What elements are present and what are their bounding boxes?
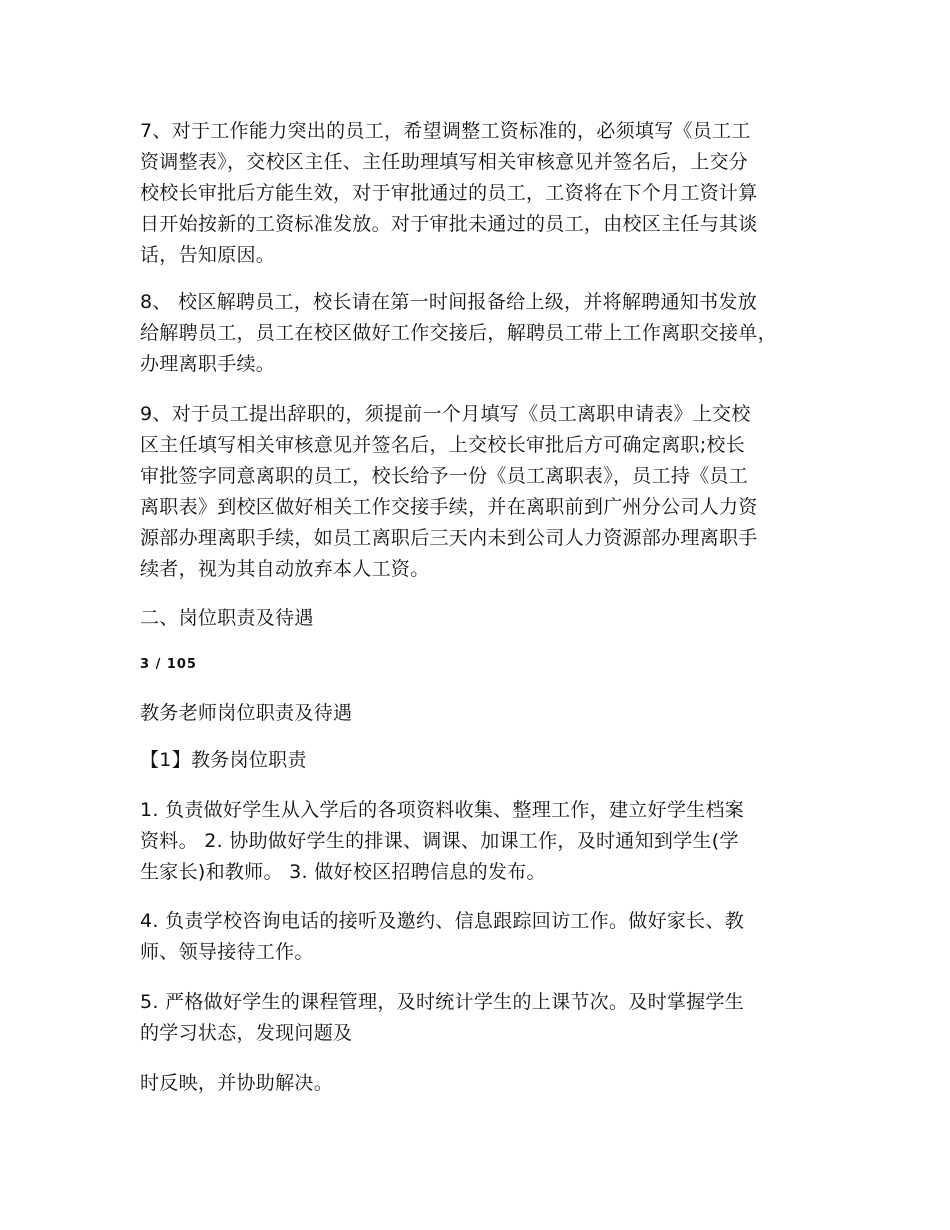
paragraph-item-7 [140,116,830,271]
text-line: 校校长审批后方能生效，对于审批通过的员工，工资将在下个月工资计算 [140,182,758,204]
text-line: 5. 严格做好学生的课程管理，及时统计学生的上课节次。及时掌握学生 [140,991,745,1013]
text-line: 日开始按新的工资标准发放。对于审批未通过的员工，由校区主任与其谈 [140,213,758,235]
text-line: 话，告知原因。 [140,244,276,266]
duty-item-5 [140,987,830,1049]
text-line: 续者，视为其自动放弃本人工资。 [140,558,430,580]
text-line: 资调整表》，交校区主任、主任助理填写相关审核意见并签名后，上交分 [140,151,749,173]
text-line: 【1】教务岗位职责 [140,749,307,771]
text-line: 时反映，并协助解决。 [140,1072,334,1094]
duty-heading [140,745,830,776]
text-line: 7、对于工作能力突出的员工，希望调整工资标准的，必须填写《员工工 [140,120,751,142]
text-line: 资料。 2. 协助做好学生的排课、调课、加课工作，及时通知到学生(学 [140,830,739,852]
text-line: 离职表》到校区做好相关工作交接手续，并在离职前到广州分公司人力资 [140,496,758,518]
text-line: 办理离职手续。 [140,353,276,375]
text-line: 师、领导接待工作。 [140,941,314,963]
duty-item-4 [140,906,830,968]
paragraph-item-9 [140,399,830,585]
text-line: 源部办理离职手续，如员工离职后三天内未到公司人力资源部办理离职手 [140,527,758,549]
text-line: 区主任填写相关审核意见并签名后，上交校长审批后方可确定离职;校长 [140,434,746,456]
text-line: 1. 负责做好学生从入学后的各项资料收集、整理工作，建立好学生档案 [140,799,745,821]
subsection-heading [140,698,830,729]
text-line: 8、 校区解聘员工，校长请在第一时间报备给上级，并将解聘通知书发放 [140,291,758,313]
text-line: 生家长)和教师。 3. 做好校区招聘信息的发布。 [140,861,546,883]
duty-item-1-3 [140,795,830,888]
duty-item-5-continued [140,1068,830,1099]
text-line: 9、对于员工提出辞职的，须提前一个月填写《员工离职申请表》上交校 [140,403,751,425]
text-line: 教务老师岗位职责及待遇 [140,702,353,724]
section-heading [140,603,830,634]
text-line: 二、岗位职责及待遇 [140,607,314,629]
text-line: 审批签字同意离职的员工，校长给予一份《员工离职表》，员工持《员工 [140,465,749,487]
paragraph-item-8 [140,287,830,380]
page-number: 3 / 105 [140,657,197,672]
text-line: 给解聘员工，员工在校区做好工作交接后，解聘员工带上工作离职交接单， [140,322,777,344]
text-line: 的学习状态，发现问题及 [140,1022,353,1044]
text-line: 4. 负责学校咨询电话的接听及邀约、信息跟踪回访工作。做好家长、教 [140,910,745,932]
